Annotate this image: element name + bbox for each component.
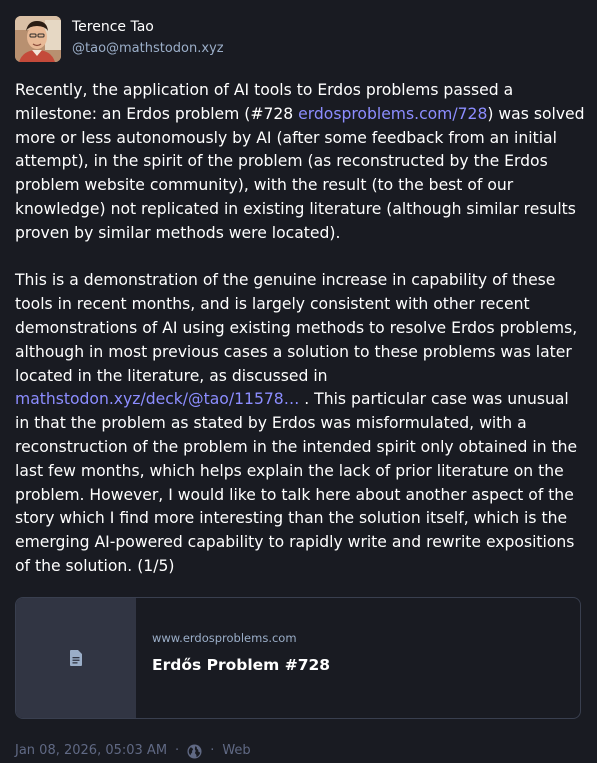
card-body <box>136 598 330 718</box>
link-preview-card[interactable] <box>15 597 581 719</box>
erdos-problem-link[interactable]: erdosproblems.com/728 <box>298 104 488 123</box>
status-header <box>15 16 224 62</box>
author-handle[interactable]: @tao@mathstodon.xyz <box>72 41 224 56</box>
author-display-name[interactable]: Terence Tao <box>72 19 154 35</box>
status-text: Recently, the application of AI tools to Erdos problems passed a milestone: an Erdos problem (#728 <box>15 81 514 123</box>
status-timestamp[interactable]: Jan 08, 2026, 05:03 AM <box>15 743 168 758</box>
user-avatar-icon <box>15 16 61 62</box>
status-content <box>15 79 585 579</box>
card-thumbnail <box>16 598 136 718</box>
author-names <box>72 18 224 58</box>
meta-separator: · <box>210 743 215 758</box>
mathstodon-link[interactable]: mathstodon.xyz/deck/@tao/11578… <box>15 390 300 409</box>
globe-icon <box>187 744 202 759</box>
status-text: This is a demonstration of the genuine increase in capability of these tools in recent months, and is largely consistent with other recent demonstrations of AI using existing methods to resolve Erdos problems, although in most previous cases a solution to these problems was later located in the literature, as discussed in <box>15 271 578 385</box>
card-title[interactable]: Erdős Problem #728 <box>152 656 331 674</box>
file-text-icon <box>69 650 83 666</box>
status-text: ) was solved more or less autonomously by AI (after some feedback from an initial attempt), in the spirit of the problem (as reconstructed by the Erdos problem website community), with the result (to the best of our knowledge) not replicated in existing literature (although similar results proven by similar methods were located). <box>15 104 585 242</box>
application-name: Web <box>222 743 251 758</box>
status-paragraph-2 <box>15 269 585 578</box>
avatar[interactable] <box>15 16 61 62</box>
status-paragraph-1 <box>15 79 585 246</box>
meta-separator: · <box>175 743 180 758</box>
card-domain: www.erdosproblems.com <box>152 631 297 645</box>
status-text: . This particular case was unusual in that the problem as stated by Erdos was misformulated, with a reconstruction of the problem in the intended spirit only obtained in the last few months, which helps explain the lack of prior literature on the problem. However, I would like to talk here about another aspect of the story which I find more interesting than the solution itself, which is the emerging AI-powered capability to rapidly write and rewrite expositions of the solution. (1/5) <box>15 390 578 575</box>
status-meta <box>15 742 251 760</box>
